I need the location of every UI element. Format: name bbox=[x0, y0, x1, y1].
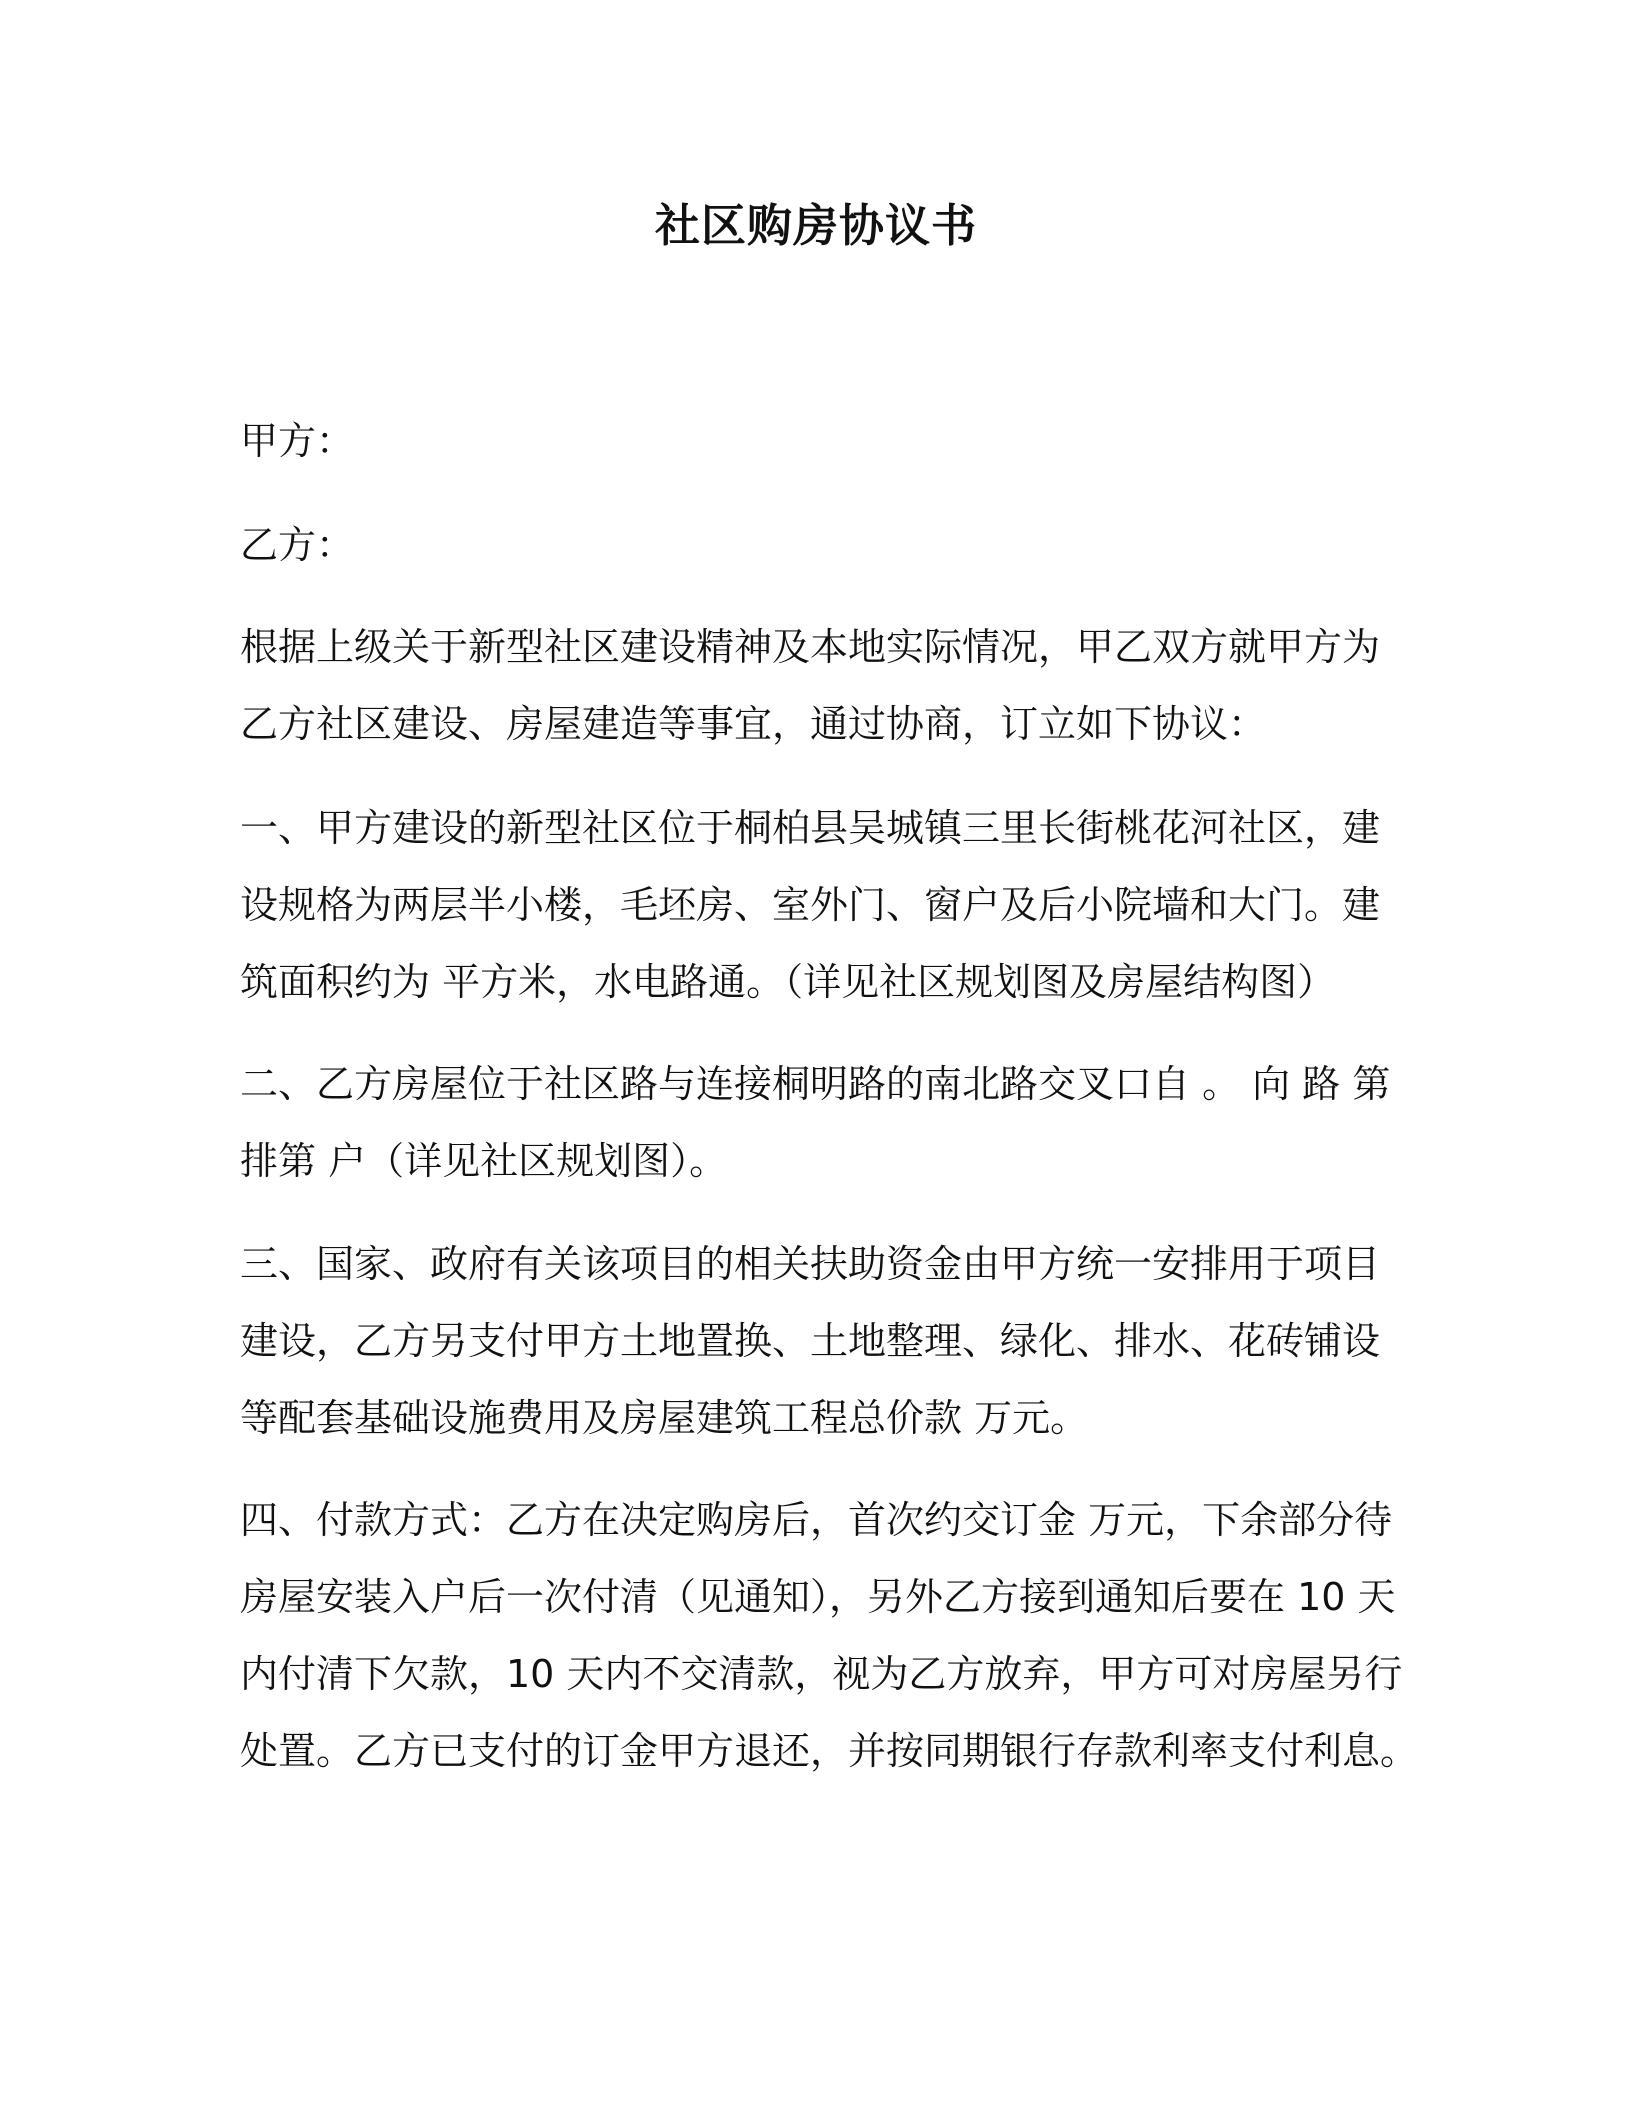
intro-line-2: 乙方社区建设、房屋建造等事宜，通过协商，订立如下协议： bbox=[240, 702, 1267, 746]
clause-4-line-4: 处置。乙方已支付的订金甲方退还，并按同期银行存款利率支付利息。 bbox=[240, 1729, 1419, 1773]
party-b-label: 乙方： bbox=[240, 523, 355, 567]
intro-line-1: 根据上级关于新型社区建设精神及本地实际情况，甲乙双方就甲方为 bbox=[240, 625, 1381, 669]
clause-4-line-2: 房屋安装入户后一次付清（见通知），另外乙方接到通知后要在 10 天 bbox=[240, 1575, 1396, 1619]
clause-4-line-3: 内付清下欠款，10 天内不交清款，视为乙方放弃，甲方可对房屋另行 bbox=[240, 1652, 1403, 1696]
intro-paragraph bbox=[240, 609, 1380, 763]
party-a-line bbox=[240, 403, 1380, 480]
clause-4-line-1: 四、付款方式：乙方在决定购房后，首次约交订金 万元，下余部分待 bbox=[240, 1498, 1393, 1542]
document-title: 社区购房协议书 bbox=[654, 199, 977, 252]
party-b-line bbox=[240, 507, 1380, 584]
clause-4-paragraph bbox=[240, 1482, 1419, 1790]
clause-2-line-1: 二、乙方房屋位于社区路与连接桐明路的南北路交叉口自 。 向 路 第 bbox=[240, 1062, 1391, 1106]
clause-2-paragraph bbox=[240, 1046, 1391, 1200]
clause-1-line-2: 设规格为两层半小楼，毛坯房、室外门、窗户及后小院墙和大门。建 bbox=[240, 883, 1381, 927]
clause-3-line-1: 三、国家、政府有关该项目的相关扶助资金由甲方统一安排用于项目 bbox=[240, 1242, 1381, 1286]
clause-2-line-2: 排第 户（详见社区规划图）。 bbox=[240, 1139, 728, 1183]
clause-3-paragraph bbox=[240, 1226, 1380, 1457]
party-a-label: 甲方： bbox=[240, 419, 355, 463]
clause-3-line-2: 建设，乙方另支付甲方土地置换、土地整理、绿化、排水、花砖铺设 bbox=[240, 1319, 1381, 1363]
clause-1-paragraph bbox=[240, 790, 1380, 1021]
clause-1-line-1: 一、甲方建设的新型社区位于桐柏县吴城镇三里长街桃花河社区，建 bbox=[240, 806, 1381, 850]
clause-1-line-3: 筑面积约为 平方米，水电路通。（详见社区规划图及房屋结构图） bbox=[240, 960, 1336, 1004]
clause-3-line-3: 等配套基础设施费用及房屋建筑工程总价款 万元。 bbox=[240, 1396, 1089, 1440]
